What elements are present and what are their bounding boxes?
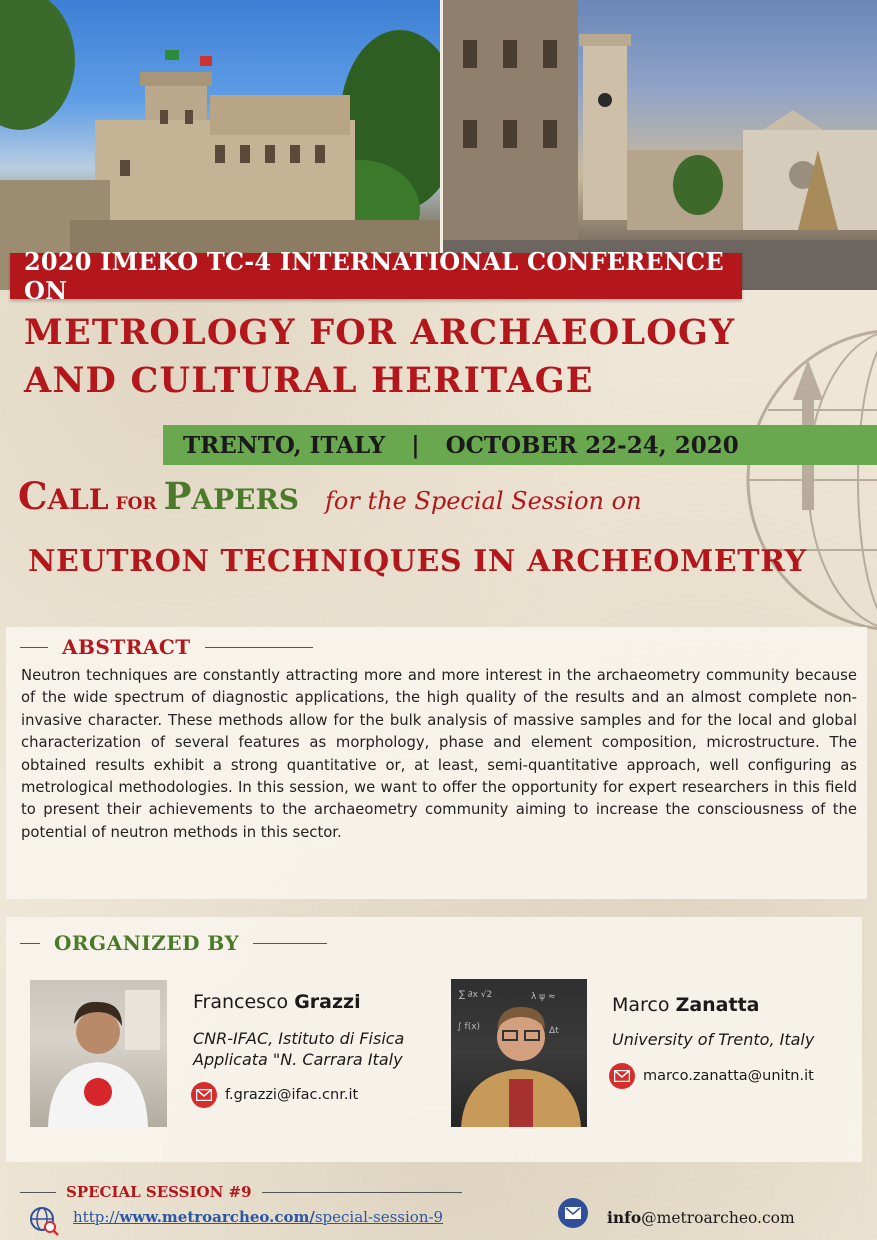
location: TRENTO, ITALY bbox=[183, 431, 386, 459]
dates: OCTOBER 22-24, 2020 bbox=[445, 431, 739, 459]
location-dates-banner bbox=[163, 425, 877, 465]
first-name: Francesco bbox=[193, 991, 289, 1013]
svg-text:λ ψ ≈: λ ψ ≈ bbox=[531, 992, 556, 1002]
heading-rule-right bbox=[253, 943, 327, 944]
call-rest: ALL bbox=[47, 483, 109, 516]
contact-email[interactable] bbox=[607, 1208, 795, 1227]
svg-text:∑ ∂x √2: ∑ ∂x √2 bbox=[459, 990, 493, 1000]
avatar-marco-zanatta bbox=[451, 979, 587, 1127]
conference-line: 2020 IMEKO TC-4 INTERNATIONAL CONFERENCE ON bbox=[24, 247, 724, 305]
organizer-name-1 bbox=[193, 991, 361, 1013]
svg-text:Δt: Δt bbox=[549, 1026, 559, 1036]
mail-icon bbox=[191, 1082, 217, 1108]
conference-banner bbox=[10, 247, 742, 305]
svg-text:∫ f(x): ∫ f(x) bbox=[457, 1022, 481, 1032]
heading-rule-left bbox=[20, 1192, 56, 1193]
url-domain: www.metroarcheo.com/ bbox=[119, 1208, 315, 1226]
organizer-affiliation-2 bbox=[612, 1029, 814, 1050]
session-topic: NEUTRON TECHNIQUES IN ARCHEOMETRY bbox=[28, 544, 807, 579]
papers-rest: APERS bbox=[191, 483, 300, 516]
papers-initial: P bbox=[163, 474, 192, 518]
globe-search-icon bbox=[28, 1205, 60, 1237]
session-url-link[interactable] bbox=[73, 1208, 443, 1226]
title-line-1: METROLOGY FOR ARCHAEOLOGY bbox=[24, 312, 736, 353]
organizers-section bbox=[6, 917, 862, 1162]
avatar-francesco-grazzi bbox=[30, 980, 167, 1127]
abstract-heading-label: ABSTRACT bbox=[62, 635, 191, 659]
globe-decoration bbox=[738, 330, 877, 630]
separator: | bbox=[411, 431, 420, 459]
email-address[interactable]: marco.zanatta@unitn.it bbox=[643, 1068, 814, 1084]
affiliation-line: CNR-IFAC, Istituto di Fisica bbox=[193, 1029, 405, 1048]
url-path: special-session-9 bbox=[314, 1208, 444, 1226]
organizers-heading bbox=[20, 931, 327, 955]
organizer-email-2[interactable] bbox=[609, 1063, 814, 1089]
call-initial: C bbox=[18, 474, 48, 518]
abstract-section bbox=[6, 627, 867, 899]
mail-icon bbox=[558, 1198, 588, 1228]
affiliation-line: University of Trento, Italy bbox=[612, 1030, 815, 1049]
last-name: Grazzi bbox=[294, 991, 361, 1013]
title-line-2: AND CULTURAL HERITAGE bbox=[24, 360, 594, 401]
email-address[interactable]: f.grazzi@ifac.cnr.it bbox=[225, 1087, 359, 1103]
heading-rule-left bbox=[20, 943, 40, 944]
special-session-label: SPECIAL SESSION #9 bbox=[66, 1183, 252, 1201]
heading-rule-right bbox=[205, 647, 313, 648]
organizer-affiliation-1 bbox=[193, 1028, 404, 1070]
organizer-name-2 bbox=[612, 994, 760, 1016]
contact-user: info bbox=[607, 1208, 642, 1227]
abstract-text: Neutron techniques are constantly attracting more and more interest in the archaeometry community because of the wide spectrum of diagnostic applications, the high quality of the results and an almost complete non-invasive character. These methods allow for the bulk analysis of massive samples and for the local and global characterization of several features as morphology, phase and element composition, microstructure. The obtained results exhibit a strong quantitative or, at least, semi-quantitative approach, well configuring as metrological methodologies. In this session, we want to offer the opportunity for expert researchers in this field to present their achievements to the archaeometry community aiming to increase the consciousness of the potential of neutron methods in this sector. bbox=[21, 667, 857, 841]
affiliation-line: Applicata "N. Carrara Italy bbox=[193, 1050, 403, 1069]
session-phrase: for the Special Session on bbox=[325, 487, 642, 515]
organizer-email-1[interactable] bbox=[191, 1082, 358, 1108]
call-for-papers bbox=[18, 474, 642, 518]
first-name: Marco bbox=[612, 994, 670, 1016]
organizers-heading-label: ORGANIZED BY bbox=[54, 931, 240, 955]
last-name: Zanatta bbox=[675, 994, 760, 1016]
mail-icon bbox=[609, 1063, 635, 1089]
url-prefix: http:// bbox=[73, 1208, 120, 1226]
for-word: FOR bbox=[115, 494, 157, 514]
special-session-heading bbox=[20, 1183, 462, 1201]
heading-rule-right bbox=[262, 1192, 462, 1193]
heading-rule-left bbox=[20, 647, 48, 648]
abstract-heading bbox=[20, 635, 313, 659]
contact-domain: @metroarcheo.com bbox=[641, 1209, 795, 1227]
